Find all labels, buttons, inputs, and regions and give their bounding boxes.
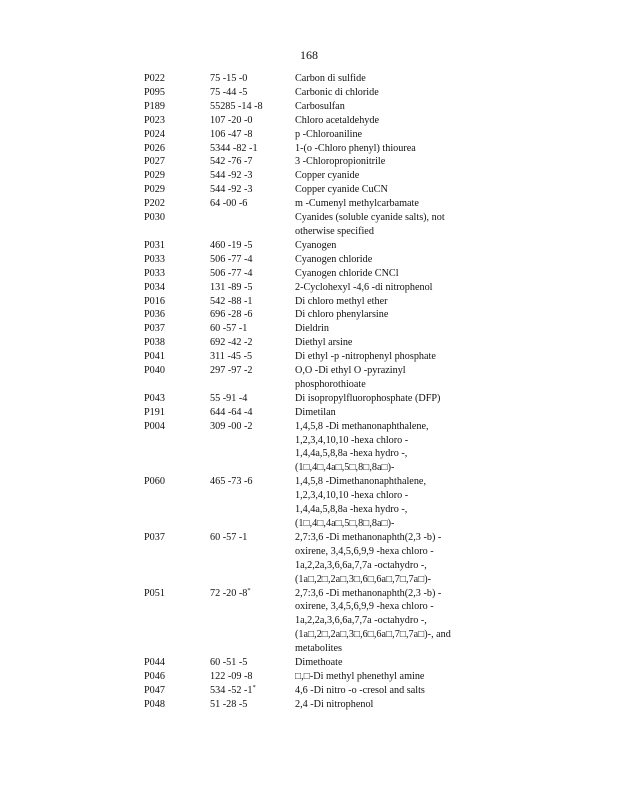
cas-number-text: 506 -77 -4 [210,253,253,265]
substance-name-line: p -Chloroaniline [295,128,363,140]
cas-number-text: 5344 -82 -1 [210,142,258,154]
footnote-marker: * [252,683,256,691]
substance-name-line: Dimetilan [295,406,336,418]
cas-number [210,587,295,657]
substance-name-line: 2-Cyclohexyl -4,6 -di nitrophenol [295,281,433,293]
waste-code: P051 [144,587,165,599]
cas-number [210,169,295,183]
substance-name [295,656,481,670]
substance-name-line: otherwise specified [295,225,374,237]
table-row [144,281,484,295]
waste-code: P044 [144,657,165,669]
cas-number-text: 309 -00 -2 [210,420,253,432]
substance-name-line: 1a,2,2a,3,6,6a,7,7a -octahydro -, [295,559,427,571]
table-row [144,86,484,100]
cas-number [210,86,295,100]
cas-number [210,322,295,336]
waste-code: P040 [144,365,165,377]
cas-number [210,420,295,476]
table-row [144,197,484,211]
table-row [144,169,484,183]
cas-number-text: 460 -19 -5 [210,239,253,251]
substance-name-line: (1□,4□,4a□,5□,8□,8a□)- [295,462,395,474]
cas-number-text: 55285 -14 -8 [210,100,263,112]
substance-name-line: phosphorothioate [295,378,366,390]
substance-name [295,531,481,587]
table-row [144,392,484,406]
table-row [144,350,484,364]
substance-name [295,336,481,350]
table-row [144,364,484,392]
cas-number-text: 644 -64 -4 [210,406,253,418]
substance-name-line: O,O -Di ethyl O -pyrazinyl [295,365,406,377]
cas-number-text: 311 -45 -5 [210,351,253,363]
substance-name-line: Cyanides (soluble cyanide salts), not [295,212,445,224]
substance-name [295,128,481,142]
substance-name [295,420,481,476]
substance-name [295,684,481,698]
substance-name [295,406,481,420]
substance-name [295,308,481,322]
table-row [144,183,484,197]
cas-number [210,128,295,142]
cas-number-text: 60 -51 -5 [210,657,248,669]
table-row [144,406,484,420]
table-row [144,295,484,309]
waste-code: P004 [144,420,165,432]
substance-name [295,86,481,100]
table-row [144,142,484,156]
table-row [144,336,484,350]
substance-name [295,267,481,281]
substance-name-line: Carbosulfan [295,100,345,112]
cas-number-text: 542 -76 -7 [210,156,253,168]
cas-number-text: 692 -42 -2 [210,337,253,349]
waste-code: P031 [144,239,165,251]
substance-name [295,155,481,169]
substance-name-line: 1,2,3,4,10,10 -hexa chloro - [295,434,409,446]
substance-name [295,281,481,295]
waste-code: P047 [144,684,165,696]
waste-code: P027 [144,156,165,168]
waste-code: P024 [144,128,165,140]
substance-name [295,72,481,86]
cas-number [210,72,295,86]
cas-number [210,406,295,420]
table-row [144,114,484,128]
substance-name-line: 1,4,5,8 -Di methanonaphthalene, [295,420,429,432]
cas-number [210,698,295,712]
cas-number [210,308,295,322]
substance-name-line: Cyanogen chloride [295,253,373,265]
substance-name [295,392,481,406]
cas-number-text: 107 -20 -0 [210,114,253,126]
substance-name-line: 1,2,3,4,10,10 -hexa chloro - [295,490,409,502]
waste-code: P034 [144,281,165,293]
table-row [144,155,484,169]
waste-code: P202 [144,198,165,210]
waste-code: P191 [144,406,165,418]
table-row [144,72,484,86]
waste-code: P046 [144,670,165,682]
table-row [144,322,484,336]
cas-number [210,531,295,587]
cas-number-text: 544 -92 -3 [210,184,253,196]
substance-name-line: 1-(o -Chloro phenyl) thiourea [295,142,416,154]
cas-number [210,364,295,392]
cas-number-text: 51 -28 -5 [210,698,248,710]
substance-name-line: m -Cumenyl methylcarbamate [295,198,419,210]
substance-name [295,183,481,197]
substance-name-line: (1a□,2□,2a□,3□,6□,6a□,7□,7a□)- [295,573,432,585]
cas-number [210,684,295,698]
substance-name-line: Dimethoate [295,657,343,669]
substance-name-line: Cyanogen [295,239,337,251]
waste-code: P041 [144,351,165,363]
cas-number-text: 131 -89 -5 [210,281,253,293]
cas-number [210,183,295,197]
substance-name [295,169,481,183]
table-row [144,698,484,712]
waste-code: P189 [144,100,165,112]
table-row [144,211,484,239]
substance-name [295,587,481,657]
table-row [144,308,484,322]
cas-number [210,392,295,406]
cas-number-text: 542 -88 -1 [210,295,253,307]
table-row [144,684,484,698]
substance-name-line: Di ethyl -p -nitrophenyl phosphate [295,351,436,363]
table-row [144,253,484,267]
cas-number [210,253,295,267]
cas-number-text: 75 -44 -5 [210,86,248,98]
waste-code: P033 [144,253,165,265]
substance-name-line: Dieldrin [295,323,329,335]
cas-number-text: 122 -09 -8 [210,670,253,682]
cas-number [210,100,295,114]
substance-name-line: Cyanogen chloride CNCl [295,267,399,279]
cas-number-text: 55 -91 -4 [210,392,248,404]
cas-number-text: 72 -20 -8 [210,587,248,599]
substance-name-line: 3 -Chloropropionitrile [295,156,386,168]
cas-number [210,267,295,281]
substance-name-line: 4,6 -Di nitro -o -cresol and salts [295,684,425,696]
waste-code: P026 [144,142,165,154]
substance-name-line: 1a,2,2a,3,6,6a,7,7a -octahydro -, [295,615,427,627]
waste-code: P038 [144,337,165,349]
substance-name [295,698,481,712]
substance-name-line: Carbonic di chloride [295,86,379,98]
substance-name-line: Copper cyanide CuCN [295,184,388,196]
substance-name-line: 1,4,5,8 -Dimethanonaphthalene, [295,476,426,488]
substance-name [295,322,481,336]
cas-number [210,670,295,684]
waste-code: P029 [144,170,165,182]
substance-name-line: Di isopropylfluorophosphate (DFP) [295,392,441,404]
substance-name-line: 2,7:3,6 -Di methanonaphth(2,3 -b) - [295,587,442,599]
waste-code: P048 [144,698,165,710]
waste-code: P036 [144,309,165,321]
waste-code: P016 [144,295,165,307]
substance-name-line: Di chloro phenylarsine [295,309,389,321]
cas-number-text: 75 -15 -0 [210,73,248,84]
cas-number [210,336,295,350]
substance-name-line: (1a□,2□,2a□,3□,6□,6a□,7□,7a□)-, and [295,629,451,641]
cas-number [210,155,295,169]
substance-name [295,364,481,392]
cas-number-text: 60 -57 -1 [210,323,248,335]
cas-number [210,475,295,531]
waste-code: P060 [144,476,165,488]
substance-name-line: 2,4 -Di nitrophenol [295,698,374,710]
waste-code: P023 [144,114,165,126]
cas-number-text: 60 -57 -1 [210,531,248,543]
substance-name-line: Carbon di sulfide [295,73,366,84]
substance-name [295,295,481,309]
waste-code: P095 [144,86,165,98]
waste-code: P037 [144,323,165,335]
substance-name [295,211,481,239]
substance-name-line: Di chloro methyl ether [295,295,388,307]
table-row [144,656,484,670]
substance-name [295,114,481,128]
table-row [144,100,484,114]
cas-number-text: 696 -28 -6 [210,309,253,321]
cas-number-text: 506 -77 -4 [210,267,253,279]
waste-code: P030 [144,212,165,224]
cas-number-text: 106 -47 -8 [210,128,253,140]
waste-code: P033 [144,267,165,279]
substance-name-line: oxirene, 3,4,5,6,9,9 -hexa chloro - [295,545,434,557]
substance-name-line: (1□,4□,4a□,5□,8□,8a□)- [295,518,395,529]
cas-number-text: 297 -97 -2 [210,365,253,377]
substance-name-line: 1,4,4a,5,8,8a -hexa hydro -, [295,448,408,460]
waste-code: P022 [144,73,165,84]
substance-name [295,197,481,211]
table-row [144,587,484,657]
waste-code: P043 [144,392,165,404]
cas-number [210,295,295,309]
cas-number [210,142,295,156]
substance-name-line: 2,7:3,6 -Di methanonaphth(2,3 -b) - [295,531,442,543]
cas-number [210,350,295,364]
cas-number-text: 534 -52 -1 [210,684,253,696]
table-row [144,670,484,684]
substance-name [295,142,481,156]
waste-code: P037 [144,531,165,543]
table-row [144,267,484,281]
substance-name [295,253,481,267]
cas-number-text: 465 -73 -6 [210,476,253,488]
table-row [144,475,484,531]
cas-number [210,239,295,253]
cas-number-text: 544 -92 -3 [210,170,253,182]
substance-name-line: oxirene, 3,4,5,6,9,9 -hexa chloro - [295,601,434,613]
table-row [144,420,484,476]
substance-name [295,100,481,114]
substance-name [295,475,481,531]
substance-name-line: Chloro acetaldehyde [295,114,380,126]
table-row [144,239,484,253]
substance-name-line: Diethyl arsine [295,337,353,349]
table-row [144,531,484,587]
cas-number [210,114,295,128]
substance-name-line: 1,4,4a,5,8,8a -hexa hydro -, [295,504,408,516]
substance-name-line: Copper cyanide [295,170,360,182]
substance-name [295,350,481,364]
cas-number [210,281,295,295]
cas-number [210,197,295,211]
waste-code: P029 [144,184,165,196]
table-row [144,128,484,142]
substance-name-line: □,□-Di methyl phenethyl amine [295,670,425,682]
substance-name-line: metabolites [295,643,342,655]
cas-number-text: 64 -00 -6 [210,198,248,210]
cas-number [210,656,295,670]
cas-number [210,211,295,239]
footnote-marker: * [247,586,251,594]
hazardous-waste-table [144,72,484,712]
substance-name [295,239,481,253]
substance-name [295,670,481,684]
page-number: 168 [300,48,318,62]
